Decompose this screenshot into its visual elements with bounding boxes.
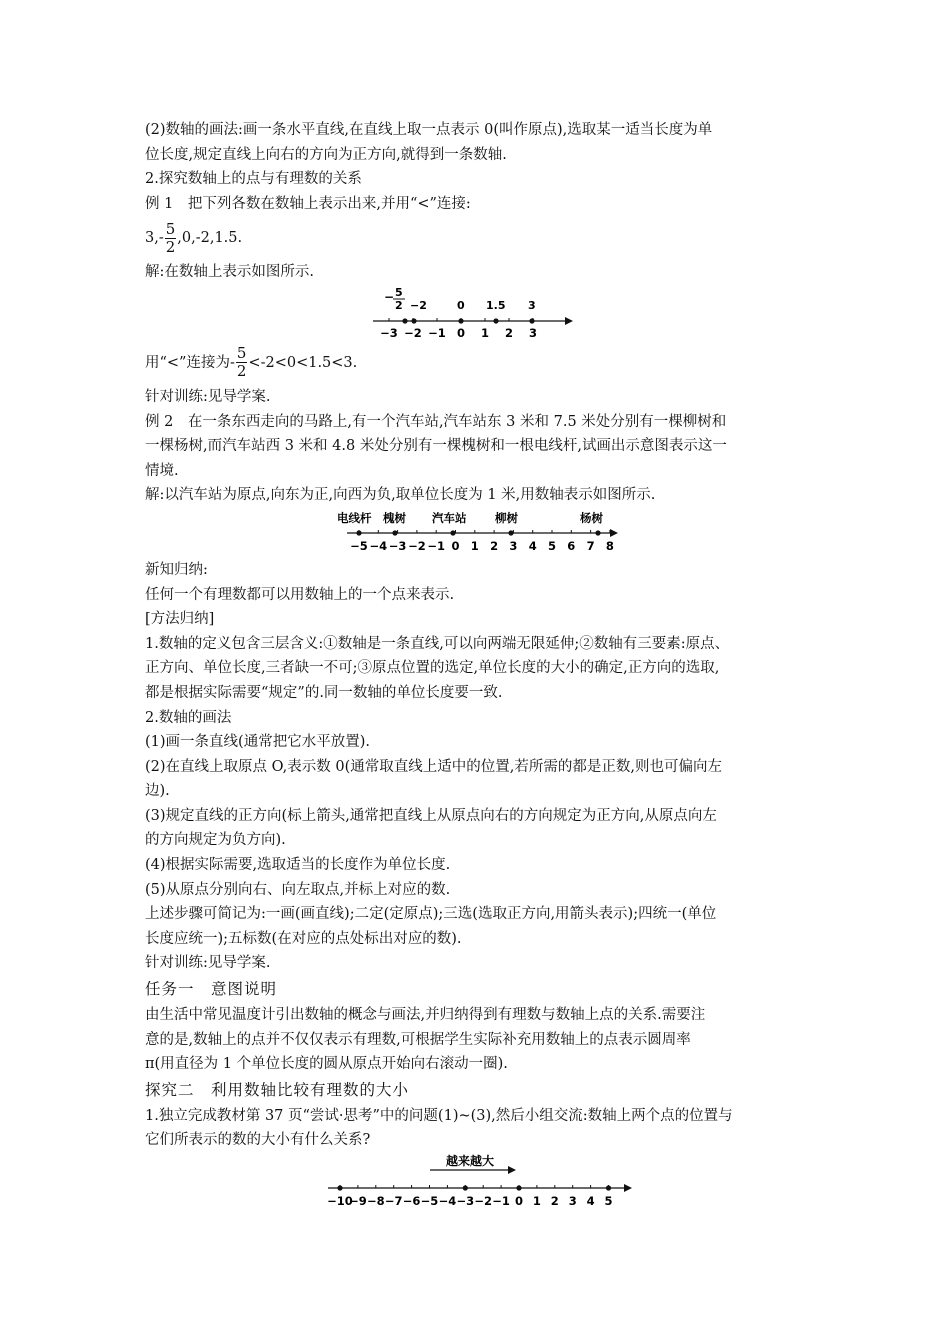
fig3-tick-label: 4 (586, 1194, 595, 1208)
fig3-tick-label: 2 (550, 1194, 559, 1208)
paragraph: (5)从原点分别向右、向左取点,并标上对应的数. (145, 881, 451, 898)
paragraph: 1.独立完成教材第 37 页“尝试·思考”中的问题(1)~(3),然后小组交流:数轴上两个点的位置与 (145, 1107, 733, 1124)
number-line-figure-2 (333, 508, 623, 558)
fig1-tick-label: −2 (403, 325, 422, 340)
fig1-label-den: 2 (394, 298, 403, 312)
fig3-tick-label: −9 (348, 1194, 367, 1208)
fig3-tick-label: −7 (384, 1194, 403, 1208)
fig2-point (392, 530, 397, 535)
fig3-tick-label: −5 (420, 1194, 438, 1208)
solution-text: 解:以汽车站为原点,向东为正,向西为负,取单位长度为 1 米,用数轴表示如图所示. (145, 487, 656, 504)
fig1-point (402, 318, 407, 323)
fig2-label-pole: 电线杆 (336, 510, 371, 525)
fig2-tick-label: 8 (605, 538, 614, 553)
paragraph: 由生活中常见温度计引出数轴的概念与画法,并归纳得到有理数与数轴上点的关系.需要注 (145, 1007, 706, 1024)
solution-text: 解:在数轴上表示如图所示. (145, 264, 314, 281)
fig3-point (337, 1185, 342, 1190)
paragraph: 长度应统一);五标数(在对应的点处标出对应的数). (145, 930, 462, 947)
paragraph: (2)在直线上取原点 O,表示数 0(通常取直线上适中的位置,若所需的都是正数,则也可偏向左 (145, 758, 723, 775)
fig1-label-num: 5 (394, 285, 403, 299)
section-heading: 2.探究数轴上的点与有理数的关系 (145, 171, 362, 188)
paragraph: (1)画一条直线(通常把它水平放置). (145, 734, 370, 751)
fig2-tick-label: −1 (426, 538, 445, 553)
fig3-point (605, 1185, 610, 1190)
fig2-tick-label: 4 (528, 538, 537, 553)
fig1-point (493, 318, 498, 323)
fig3-tick-label: 3 (568, 1194, 577, 1208)
fig3-tick-label: 0 (514, 1194, 523, 1208)
fig2-tick-label: 5 (547, 538, 556, 553)
fig2-point (508, 530, 513, 535)
paragraph: 上述步骤可简记为:一画(画直线);二定(定原点);三选(选取正方向,用箭头表示);四统一(单位 (145, 906, 717, 923)
fig1-point (458, 318, 463, 323)
paragraph: 情境. (145, 462, 179, 479)
fraction: $\frac{5}{2}$ (165, 219, 176, 256)
fig2-point (356, 530, 361, 535)
fig1-tick-label: 0 (456, 325, 465, 340)
paragraph: π(用直径为 1 个单位长度的圆从原点开始向右滚动一圈). (145, 1056, 508, 1073)
fig2-tick-label: 7 (586, 538, 595, 553)
fig1-point (529, 318, 534, 323)
paragraph: (3)规定直线的正方向(标上箭头,通常把直线上从原点向右的方向规定为正方向,从原点向左 (145, 807, 717, 824)
method-heading: [方法归纳] (145, 611, 215, 628)
fig1-label-neg2: −2 (409, 298, 427, 312)
fig3-tick-label: −10 (326, 1194, 353, 1208)
fig2-point (450, 530, 455, 535)
fig3-point (516, 1185, 521, 1190)
practice-note: 针对训练:见导学案. (145, 388, 271, 405)
fig3-tick-label: −8 (366, 1194, 385, 1208)
paragraph: 1.数轴的定义包含三层含义:①数轴是一条直线,可以向两端无限延伸;②数轴有三要素:原点、 (145, 635, 730, 652)
fig2-point (595, 530, 600, 535)
paragraph: 一棵杨树,而汽车站西 3 米和 4.8 米处分别有一棵槐树和一根电线杆,试画出示意图表示这一 (145, 438, 727, 455)
fig3-tick-label: −6 (402, 1194, 420, 1208)
paragraph: 位长度,规定直线上向右的方向为正方向,就得到一条数轴. (145, 146, 507, 163)
fig3-tick-label: 1 (532, 1194, 541, 1208)
fig2-tick-label: −2 (407, 538, 426, 553)
fig1-tick-label: −3 (379, 325, 398, 340)
fig3-tick-label: −1 (491, 1194, 510, 1208)
fig1-tick-label: 1 (480, 325, 489, 340)
paragraph: 都是根据实际需要“规定”的.同一数轴的单位长度要一致. (145, 684, 503, 701)
fig1-point (411, 318, 416, 323)
fig2-tick-label: 3 (508, 538, 517, 553)
fig3-arrow-label: 越来越大 (445, 1154, 494, 1168)
explore-heading: 探究二 利用数轴比较有理数的大小 (145, 1080, 410, 1099)
fig3-tick-label: 5 (603, 1194, 613, 1208)
paragraph: 意的是,数轴上的点并不仅仅表示有理数,可根据学生实际补充用数轴上的点表示圆周率 (145, 1031, 691, 1048)
fig2-label-station: 汽车站 (431, 510, 466, 525)
paragraph: (4)根据实际需要,选取适当的长度作为单位长度. (145, 857, 451, 874)
fig3-tick-label: −2 (473, 1194, 492, 1208)
fig1-label-3: 3 (527, 298, 536, 312)
fig2-label-locust: 槐树 (382, 510, 406, 525)
fig3-tick-label: −3 (455, 1194, 474, 1208)
fig1-label-1-5: 1.5 (485, 298, 505, 312)
fig1-tick-label: 3 (528, 325, 537, 340)
example-2: 例 2 在一条东西走向的马路上,有一个汽车站,汽车站东 3 米和 7.5 米处分别有一棵柳树和 (145, 413, 727, 430)
fig2-tick-label: 2 (489, 538, 498, 553)
fig1-tick-label: −1 (427, 325, 446, 340)
paragraph: 正方向、单位长度,三者缺一不可;③原点位置的选定,单位长度的大小的确定,正方向的选取, (145, 660, 720, 677)
number-line-figure-3 (318, 1153, 638, 1211)
fig2-tick-label: −4 (368, 538, 387, 553)
fraction: $\frac{5}{2}$ (236, 344, 247, 381)
task-heading: 任务一 意图说明 (145, 980, 278, 999)
example-1: 例 1 把下列各数在数轴上表示出来,并用“<”连接: (145, 195, 471, 212)
fig1-label-minus: − (383, 289, 394, 304)
paragraph: 的方向规定为负方向). (145, 832, 286, 849)
paragraph: (2)数轴的画法:画一条水平直线,在直线上取一点表示 0(叫作原点),选取某一适当长度为单 (145, 122, 713, 138)
fig1-label-0: 0 (456, 298, 465, 312)
fig1-tick-label: 2 (504, 325, 513, 340)
document-page (145, 118, 810, 1211)
summary-heading: 新知归纳: (145, 561, 208, 578)
fig2-tick-label: 0 (450, 538, 460, 553)
fig3-tick-label: −4 (438, 1194, 456, 1208)
fig2-tick-label: 1 (470, 538, 479, 553)
fig2-tick-label: −5 (349, 538, 368, 553)
fig2-label-poplar: 杨树 (579, 510, 603, 525)
paragraph: 它们所表示的数的大小有什么关系? (145, 1132, 371, 1149)
fig2-tick-label: −3 (388, 538, 406, 553)
practice-note: 针对训练:见导学案. (145, 955, 271, 972)
paragraph: 2.数轴的画法 (145, 709, 232, 726)
number-line-figure-1 (373, 285, 583, 341)
comparison-result: 用“<”连接为- $\frac{5}{2}$ <-2<0<1.5<3. (145, 344, 358, 381)
fig2-tick-label: 6 (566, 538, 575, 553)
fig2-label-willow: 柳树 (494, 510, 518, 525)
number-list: 3,- $\frac{5}{2}$ ,0,-2,1.5. (145, 219, 243, 256)
fig3-point (462, 1185, 467, 1190)
paragraph: 边). (145, 783, 170, 800)
paragraph: 任何一个有理数都可以用数轴上的一个点来表示. (145, 586, 455, 603)
